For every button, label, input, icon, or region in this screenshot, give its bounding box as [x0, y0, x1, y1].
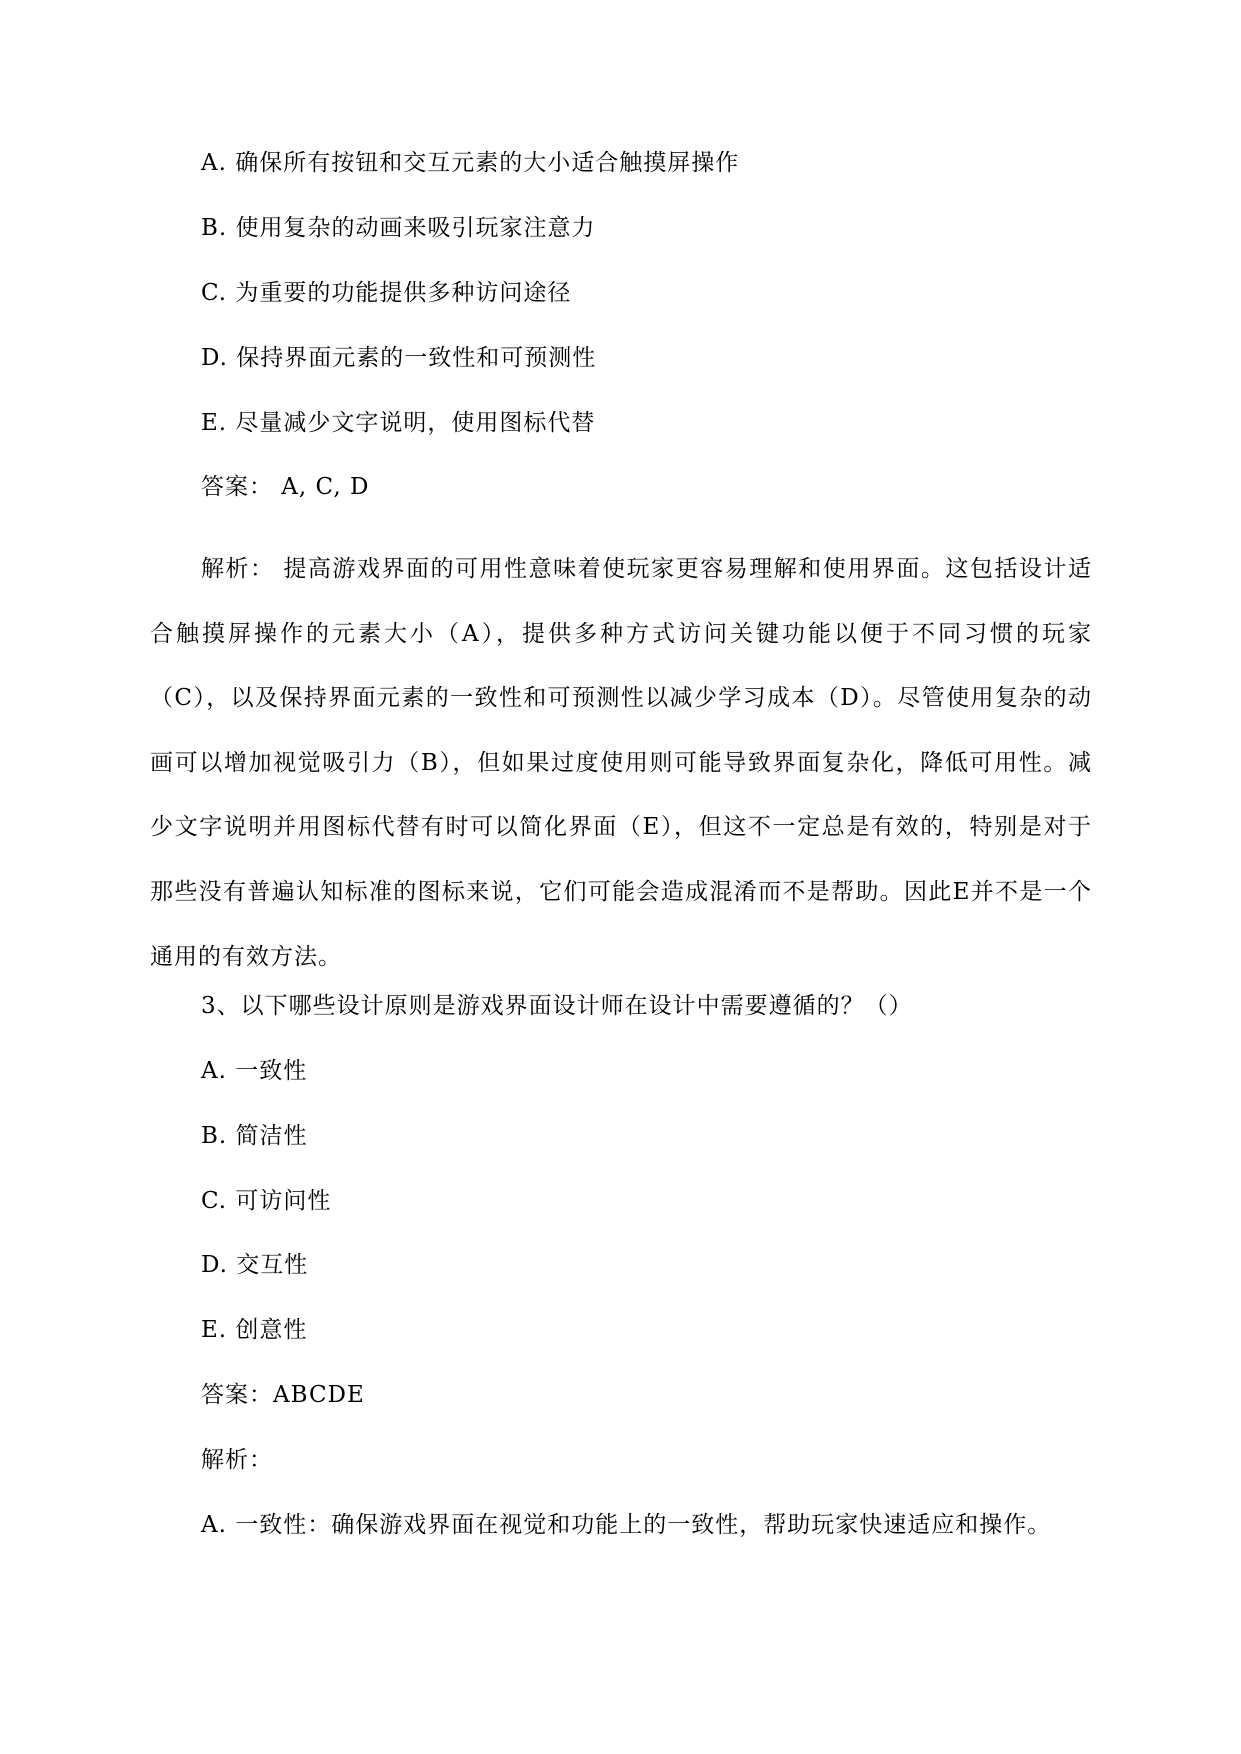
q3-option-c: C. 可访问性	[201, 1188, 332, 1214]
option-c: C. 为重要的功能提供多种访问途径	[201, 280, 572, 306]
question-stem: 3、以下哪些设计原则是游戏界面设计师在设计中需要遵循的？（）	[201, 993, 913, 1019]
answer-line: 答案： A, C, D	[201, 474, 370, 500]
option-a: A. 确保所有按钮和交互元素的大小适合触摸屏操作	[201, 150, 740, 176]
analysis-paragraph: 解析： 提高游戏界面的可用性意味着使玩家更容易理解和使用界面。这包括设计适合触摸屏操作的元素大小（A），提供多种方式访问关键功能以便于不同习惯的玩家（C），以及保持界面元素的一致性和可预测性以减少学习成本（D）。尽管使用复杂的动画可以增加视觉吸引力（B），但如果过度使用则可能导致界面复杂化，降低可用性。减少文字说明并用图标代替有时可以简化界面（E），但这不一定总是有效的，特别是对于那些没有普遍认知标准的图标来说，它们可能会造成混淆而不是帮助。因此E并不是一个通用的有效方法。	[150, 556, 1092, 970]
q3-option-a: A. 一致性	[201, 1058, 308, 1084]
q3-answer-line: 答案：ABCDE	[201, 1382, 365, 1408]
q3-option-b: B. 简洁性	[201, 1123, 308, 1149]
q3-analysis-item-a: A. 一致性：确保游戏界面在视觉和功能上的一致性，帮助玩家快速适应和操作。	[201, 1512, 1052, 1538]
option-b: B. 使用复杂的动画来吸引玩家注意力	[201, 215, 596, 241]
option-d: D. 保持界面元素的一致性和可预测性	[201, 345, 597, 371]
q3-analysis-label: 解析：	[201, 1447, 273, 1473]
q3-option-e: E. 创意性	[201, 1317, 308, 1343]
q3-option-d: D. 交互性	[201, 1252, 309, 1278]
option-e: E. 尽量减少文字说明，使用图标代替	[201, 410, 596, 436]
